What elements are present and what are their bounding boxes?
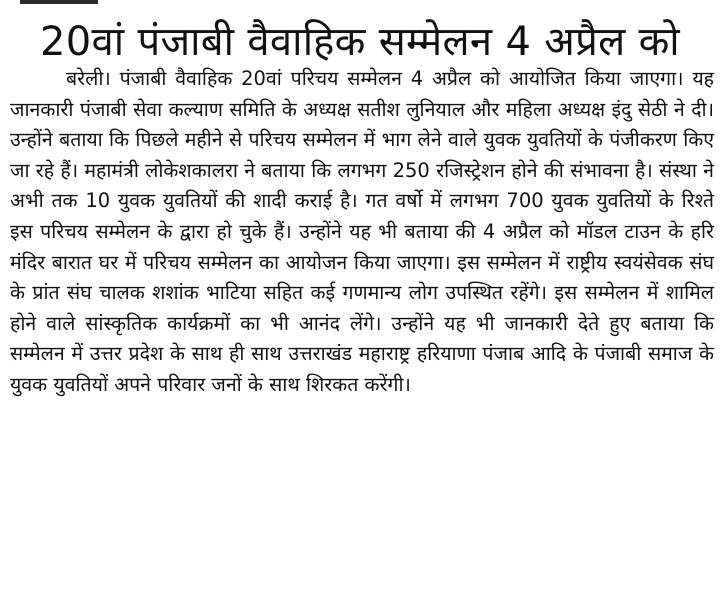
headline: 20वां पंजाबी वैवाहिक सम्मेलन 4 अप्रैल को [40,19,680,65]
dateline: बरेली। [66,67,111,90]
clipping-edge-rule [20,0,98,4]
article-text: पंजाबी वैवाहिक 20वां परिचय सम्मेलन 4 अप्रैल को आयोजित किया जाएगा। यह जानकारी पंजाबी सेवा कल्याण समिति के अध्यक्ष सतीश लुनियाल और महिला अध्यक्ष इंदु सेठी ने दी। उन्होंने बताया कि पिछले महीने से परिचय सम्मेलन में भाग लेने वाले युवक युवतियों के पंजीकरण किए जा रहे हैं। महामंत्री लोकेशकालरा ने बताया कि लगभग 250 रजिस्ट्रेशन होने की संभावना है। संस्था ने अभी तक 10 युवक युवतियों की शादी कराई है। गत वर्षो में लगभग 700 युवक युवतियों के रिश्ते इस परिचय सम्मेलन के द्वारा हो चुके हैं। उन्होंने यह भी बताया की 4 अप्रैल को मॉडल टाउन के हरि मंदिर बारात घर में परिचय सम्मेलन का आयोजन किया जाएगा। इस सम्मेलन में राष्ट्रीय स्वयंसेवक संघ के प्रांत संघ चालक शशांक भाटिया सहित कई गणमान्य लोग उपस्थित रहेंगे। इस सम्मेलन में शामिल होने वाले सांस्कृतिक कार्यक्रमों का भी आनंद लेंगे। उन्होंने यह भी जानकारी देते हुए बताया कि सम्मेलन में उत्तर प्रदेश के साथ ही साथ उत्तराखंड महाराष्ट्र हरियाणा पंजाब आदि के पंजाबी समाज के युवक युवतियों अपने परिवार जनों के साथ शिरकत करेंगी। [10,67,714,396]
article-body [10,64,714,401]
